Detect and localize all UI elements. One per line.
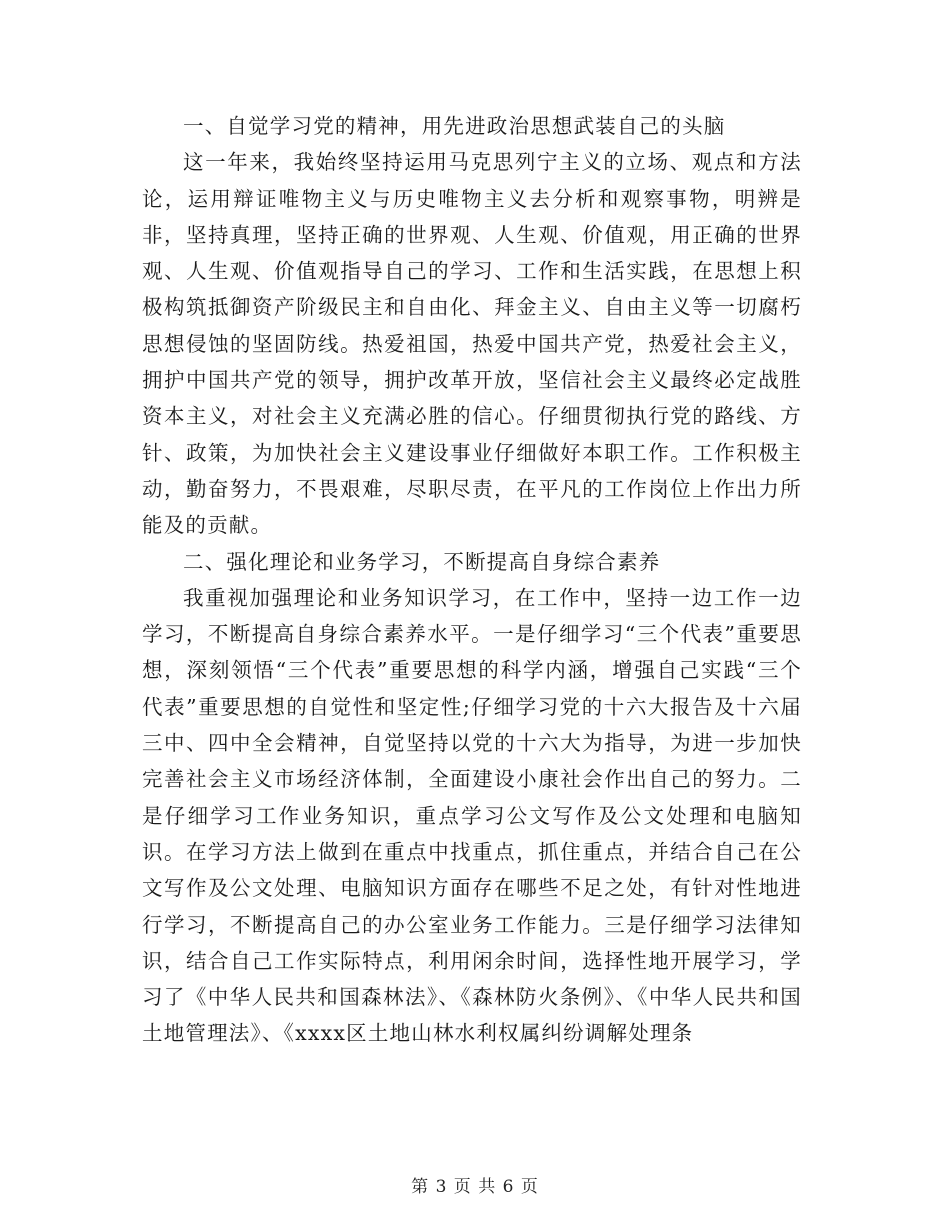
section-2-heading: 二、强化理论和业务学习，不断提高自身综合素养 — [183, 549, 661, 574]
section-2-paragraph: 我重视加强理论和业务知识学习，在工作中，坚持一边工作一边学习，不断提高自身综合素养水平。一是仔细学习“三个代表”重要思想，深刻领悟“三个代表”重要思想的科学内涵，增强自己实践“三个代表”重要思想的自觉性和坚定性;仔细学习党的十六大报告及十六届三中、四中全会精神，自觉坚持以党的十六大为指导，为进一步加快完善社会主义市场经济体制，全面建设小康社会作出自己的努力。二是仔细学习工作业务知识，重点学习公文写作及公文处理和电脑知识。在学习方法上做到在重点中找重点，抓住重点，并结合自己在公文写作及公文处理、电脑知识方面存在哪些不足之处，有针对性地进行学习，不断提高自己的办公室业务工作能力。三是仔细学习法律知识，结合自己工作实际特点，利用闲余时间，选择性地开展学习，学习了《中华人民共和国森林法》、《森林防火条例》、《中华人民共和国土地管理法》、《xxxx区土地山林水利权属纠纷调解处理条 — [142, 585, 802, 1046]
document-body — [142, 108, 802, 1052]
section-1-heading: 一、自觉学习党的精神，用先进政治思想武装自己的头脑 — [183, 114, 726, 138]
page-number-footer: 第 3 页 共 6 页 — [411, 1177, 539, 1197]
section-1-paragraph: 这一年来，我始终坚持运用马克思列宁主义的立场、观点和方法论，运用辩证唯物主义与历史唯物主义去分析和观察事物，明辨是非，坚持真理，坚持正确的世界观、人生观、价值观，用正确的世界观、人生观、价值观指导自己的学习、工作和生活实践，在思想上积极构筑抵御资产阶级民主和自由化、拜金主义、自由主义等一切腐朽思想侵蚀的坚固防线。热爱祖国，热爱中国共产党，热爱社会主义，拥护中国共产党的领导，拥护改革开放，坚信社会主义最终必定战胜资本主义，对社会主义充满必胜的信心。仔细贯彻执行党的路线、方针、政策，为加快社会主义建设事业仔细做好本职工作。工作积极主动，勤奋努力，不畏艰难，尽职尽责，在平凡的工作岗位上作出力所能及的贡献。 — [142, 150, 802, 538]
